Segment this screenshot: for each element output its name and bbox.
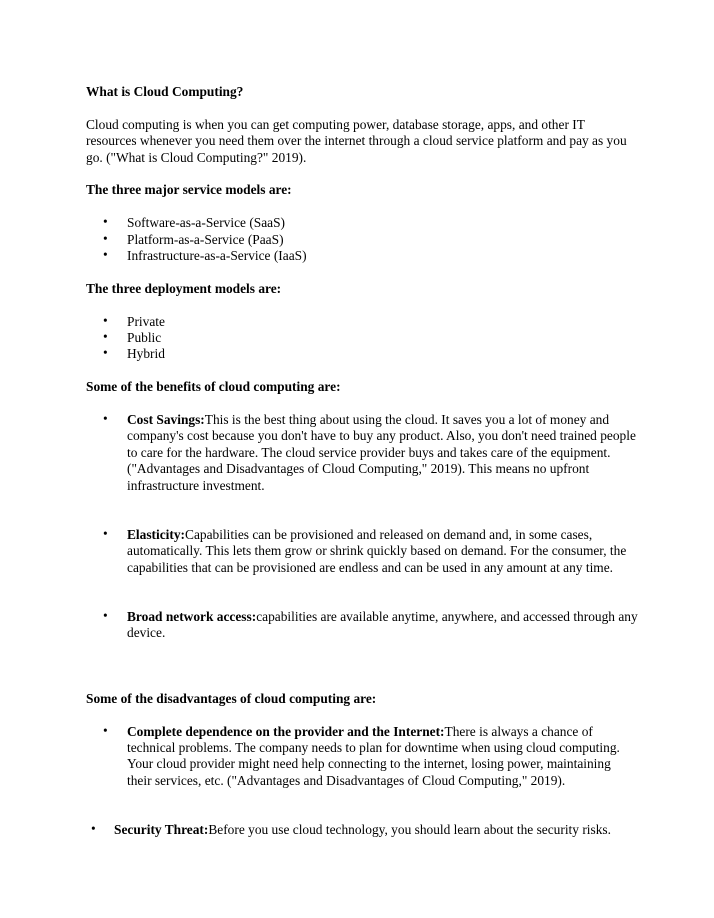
benefit-term: Cost Savings:	[127, 412, 205, 428]
benefits-list	[86, 412, 638, 494]
bullet-icon: •	[91, 821, 96, 837]
list-item: • Platform-as-a-Service (PaaS)	[103, 230, 284, 247]
list-item: • Software-as-a-Service (SaaS)	[103, 214, 286, 231]
list-item: • Private	[103, 312, 165, 329]
bullet-icon: •	[103, 345, 108, 361]
disadvantage-text: Before you use cloud technology, you should learn about the security risks.	[208, 822, 611, 838]
bullet-icon: •	[103, 525, 108, 541]
list-item: • Public	[103, 329, 162, 346]
list-item	[86, 822, 638, 838]
bullet-icon: •	[103, 230, 108, 246]
deployment-models-heading: The three deployment models are:	[86, 280, 282, 296]
bullet-icon: •	[103, 329, 108, 345]
intro-paragraph: Cloud computing is when you can get computing power, database storage, apps, and other IT resources whenever you need them over the internet through a cloud service platform and pay as you go. ("What is Cloud Computing?" 2019).	[86, 116, 627, 165]
benefits-list-2	[86, 527, 638, 576]
disadvantage-term: Security Threat:	[114, 822, 209, 838]
list-item	[86, 412, 638, 494]
bullet-icon: •	[103, 214, 108, 230]
disadvantage-term: Complete dependence on the provider and the Internet:	[127, 723, 445, 739]
benefit-text: Capabilities can be provisioned and released on demand and, in some cases, automatically. This lets them grow or shrink quickly based on demand. For the consumer, the capabilities that can be provisioned are endless and can be used in any amount at any time.	[127, 526, 627, 575]
benefits-heading: Some of the benefits of cloud computing are:	[86, 379, 341, 395]
document-body	[86, 84, 638, 838]
benefit-term: Elasticity:	[127, 526, 186, 542]
list-item	[86, 527, 638, 576]
disadvantages-list	[86, 724, 638, 790]
list-item: • Infrastructure-as-a-Service (IaaS)	[103, 247, 307, 264]
bullet-icon: •	[103, 722, 108, 738]
benefit-text: capabilities are available anytime, anywhere, and accessed through any device.	[127, 608, 638, 641]
benefit-text: This is the best thing about using the cloud. It saves you a lot of money and company's cost because you don't have to buy any product. Also, you don't need trained people to care for the hardware. The cloud service provider buys and takes care of the equipment. ("Advantages and Disadvantages of Cloud Computing," 2019). This means no upfront infrastructure investment.	[127, 412, 636, 493]
list-item: • Hybrid	[103, 345, 165, 362]
bullet-icon: •	[103, 411, 108, 427]
benefit-term: Broad network access:	[127, 608, 257, 624]
service-models-heading: The three major service models are:	[86, 182, 292, 198]
page-title: What is Cloud Computing?	[86, 84, 244, 99]
bullet-icon: •	[103, 607, 108, 623]
disadvantages-heading: Some of the disadvantages of cloud computing are:	[86, 690, 377, 706]
list-item	[86, 609, 638, 642]
benefits-list-3	[86, 609, 638, 642]
list-item	[86, 724, 638, 790]
disadvantages-list-2	[65, 822, 638, 838]
bullet-icon: •	[103, 247, 108, 263]
deployment-models-list	[86, 314, 638, 363]
bullet-icon: •	[103, 312, 108, 328]
service-models-list	[86, 215, 638, 264]
disadvantage-text: There is always a chance of technical problems. The company needs to plan for downtime when using cloud computing. Your cloud provider might need help connecting to the internet, losing power, maintaining their services, etc. ("Advantages and Disadvantages of Cloud Computing," 2019).	[127, 723, 620, 788]
